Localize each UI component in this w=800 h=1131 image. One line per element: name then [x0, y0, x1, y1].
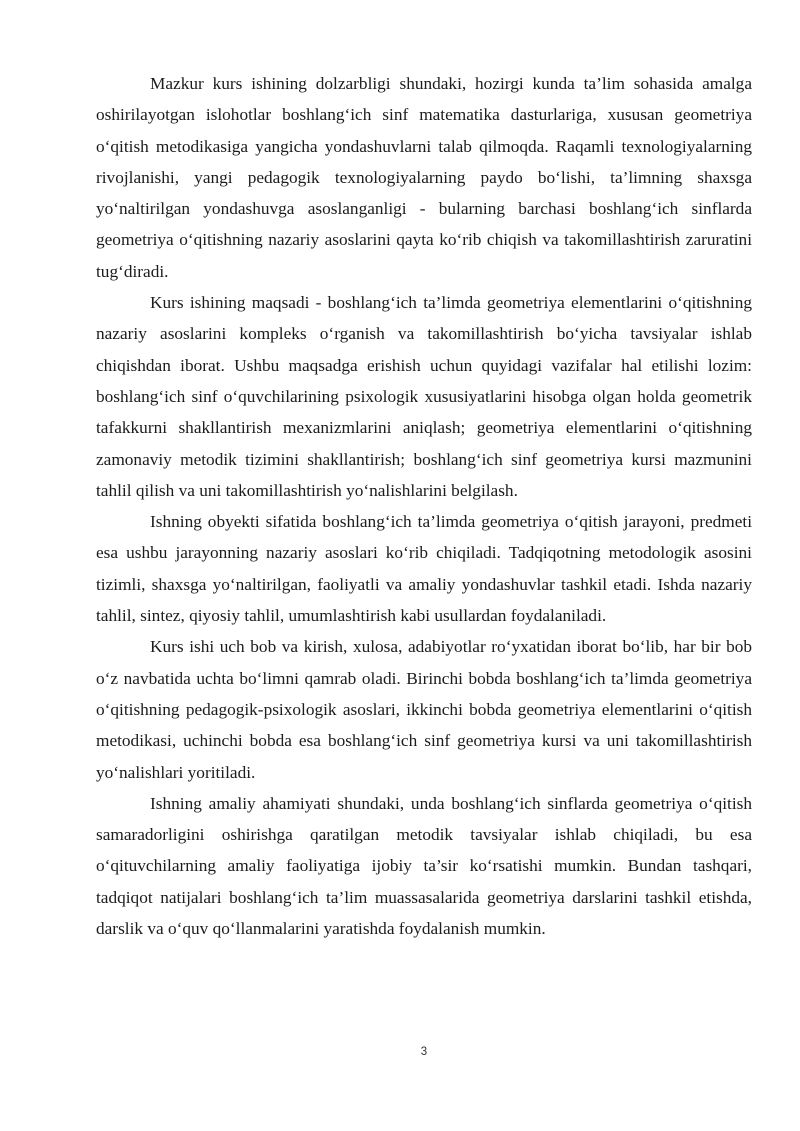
page-number: 3	[420, 1046, 428, 1058]
paragraph-relevance: Mazkur kurs ishining dolzarbligi shundaki, hozirgi kunda ta’lim sohasida amalga oshirilayotgan islohotlar boshlang‘ich sinf matematika dasturlariga, xususan geometriya o‘qitish metodikasiga yangicha yondashuvlarni talab qilmoqda. Raqamli texnologiyalarning rivojlanishi, yangi pedagogik texnologiyalarning paydo bo‘lishi, ta’limning shaxsga yo‘naltirilgan yondashuvga asoslanganligi - bularning barchasi boshlang‘ich sinflarda geometriya o‘qitishning nazariy asoslarini qayta ko‘rib chiqish va takomillashtirish zaruratini tug‘diradi.	[96, 74, 752, 281]
paragraph-practical-significance: Ishning amaliy ahamiyati shundaki, unda boshlang‘ich sinflarda geometriya o‘qitish samaradorligini oshirishga qaratilgan metodik tavsiyalar ishlab chiqiladi, bu esa o‘qituvchilarning amaliy faoliyatiga ijobiy ta’sir ko‘rsatishi mumkin. Bundan tashqari, tadqiqot natijalari boshlang‘ich ta’lim muassasalarida geometriya darslarini tashkil etishda, darslik va o‘quv qo‘llanmalarini yaratishda foydalanish mumkin.	[96, 793, 752, 939]
body-text	[96, 68, 752, 944]
paragraph-structure: Kurs ishi uch bob va kirish, xulosa, adabiyotlar ro‘yxatidan iborat bo‘lib, har bir bob o‘z navbatida uchta bo‘limni qamrab oladi. Birinchi bobda boshlang‘ich ta’limda geometriya o‘qitishning pedagogik-psixologik asoslari, ikkinchi bobda geometriya elementlarini o‘qitish metodikasi, uchinchi bobda esa boshlang‘ich sinf geometriya kursi va uni takomillashtirish yo‘nalishlari yoritiladi.	[96, 637, 752, 782]
paragraph-goal: Kurs ishining maqsadi - boshlang‘ich ta’limda geometriya elementlarini o‘qitishning nazariy asoslarini kompleks o‘rganish va takomillashtirish bo‘yicha tavsiyalar ishlab chiqishdan iborat. Ushbu maqsadga erishish uchun quyidagi vazifalar hal etilishi lozim: boshlang‘ich sinf o‘quvchilarining psixologik xususiyatlarini hisobga olgan holda geometrik tafakkurni shakllantirish mexanizmlarini aniqlash; geometriya elementlarini o‘qitishning zamonaviy metodik tizimini shakllantirish; boshlang‘ich sinf geometriya kursi mazmunini tahlil qilish va uni takomillashtirish yo‘nalishlarini belgilash.	[96, 293, 752, 500]
paragraph-object: Ishning obyekti sifatida boshlang‘ich ta’limda geometriya o‘qitish jarayoni, predmeti esa ushbu jarayonning nazariy asoslari ko‘rib chiqiladi. Tadqiqotning metodologik asosini tizimli, shaxsga yo‘naltirilgan, faoliyatli va amaliy yondashuvlar tashkil etadi. Ishda nazariy tahlil, sintez, qiyosiy tahlil, umumlashtirish kabi usullardan foydalaniladi.	[96, 512, 752, 626]
